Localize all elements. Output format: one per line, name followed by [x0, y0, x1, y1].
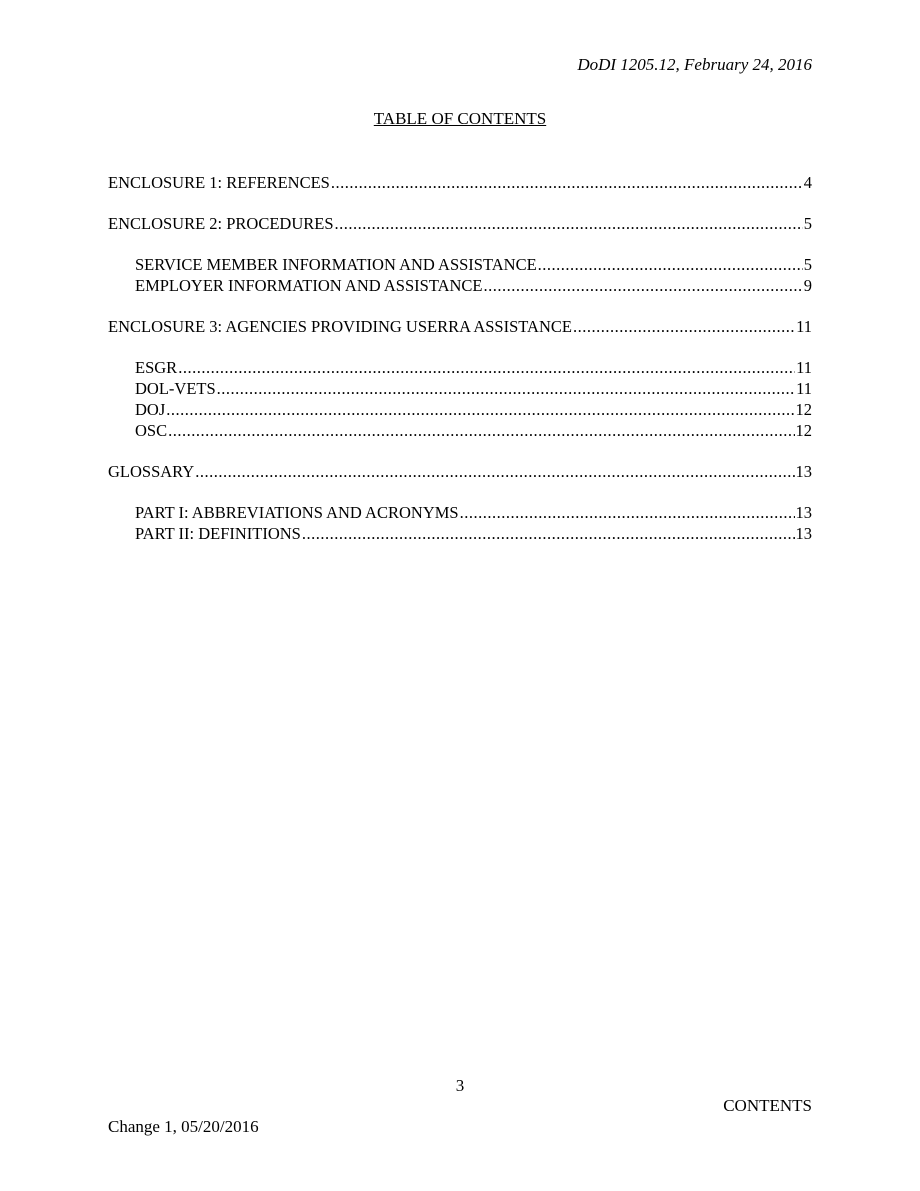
toc-entry-enclosure-3[interactable] — [108, 316, 812, 337]
toc-entry-label: PART I: ABBREVIATIONS AND ACRONYMS — [135, 503, 459, 522]
toc-entry-osc[interactable] — [108, 420, 812, 441]
toc-entry-doj[interactable] — [108, 399, 812, 420]
toc-entry-page: 13 — [795, 503, 812, 522]
toc-entry-page: 12 — [795, 421, 812, 440]
toc-entry-page: 11 — [796, 317, 812, 336]
page-title — [0, 109, 920, 129]
toc-entry-enclosure-2[interactable] — [108, 213, 812, 234]
dot-leader — [484, 275, 803, 296]
toc-entry-label: SERVICE MEMBER INFORMATION AND ASSISTANCE — [135, 255, 537, 274]
toc-entry-label: DOJ — [135, 400, 166, 419]
toc-entry-esgr[interactable] — [108, 357, 812, 378]
dot-leader — [168, 420, 794, 441]
table-of-contents — [108, 172, 812, 544]
page-title-text: TABLE OF CONTENTS — [373, 109, 547, 128]
document-citation: DoDI 1205.12, February 24, 2016 — [577, 55, 812, 74]
toc-entry-employer-info[interactable] — [108, 275, 812, 296]
dot-leader — [166, 399, 794, 420]
toc-entry-service-member-info[interactable] — [108, 254, 812, 275]
toc-entry-glossary[interactable] — [108, 461, 812, 482]
toc-entry-dol-vets[interactable] — [108, 378, 812, 399]
toc-entry-label: OSC — [135, 421, 168, 440]
dot-leader — [217, 378, 795, 399]
dot-leader — [302, 523, 795, 544]
toc-entry-abbreviations[interactable] — [108, 502, 812, 523]
toc-entry-page: 13 — [795, 462, 812, 481]
dot-leader — [460, 502, 795, 523]
dot-leader — [538, 254, 803, 275]
toc-entry-page: 5 — [803, 255, 812, 274]
toc-entry-page: 12 — [795, 400, 812, 419]
toc-entry-label: ENCLOSURE 1: REFERENCES — [108, 173, 330, 192]
toc-entry-label: ENCLOSURE 3: AGENCIES PROVIDING USERRA ASSISTANCE — [108, 317, 572, 336]
toc-entry-enclosure-1[interactable] — [108, 172, 812, 193]
change-notice: Change 1, 05/20/2016 — [108, 1117, 259, 1136]
toc-entry-label: ESGR — [135, 358, 178, 377]
footer-section-label: CONTENTS — [723, 1096, 812, 1115]
dot-leader — [195, 461, 794, 482]
toc-entry-page: 13 — [795, 524, 812, 543]
toc-entry-label: DOL-VETS — [135, 379, 216, 398]
dot-leader — [335, 213, 803, 234]
page-number: 3 — [455, 1076, 465, 1095]
toc-entry-page: 9 — [803, 276, 812, 295]
toc-entry-page: 11 — [796, 379, 812, 398]
dot-leader — [331, 172, 803, 193]
toc-entry-page: 11 — [796, 358, 812, 377]
dot-leader — [573, 316, 795, 337]
toc-entry-label: ENCLOSURE 2: PROCEDURES — [108, 214, 334, 233]
toc-entry-label: EMPLOYER INFORMATION AND ASSISTANCE — [135, 276, 483, 295]
toc-entry-page: 5 — [803, 214, 812, 233]
toc-entry-label: GLOSSARY — [108, 462, 195, 481]
toc-entry-page: 4 — [803, 173, 812, 192]
dot-leader — [178, 357, 795, 378]
toc-entry-definitions[interactable] — [108, 523, 812, 544]
toc-entry-label: PART II: DEFINITIONS — [135, 524, 301, 543]
